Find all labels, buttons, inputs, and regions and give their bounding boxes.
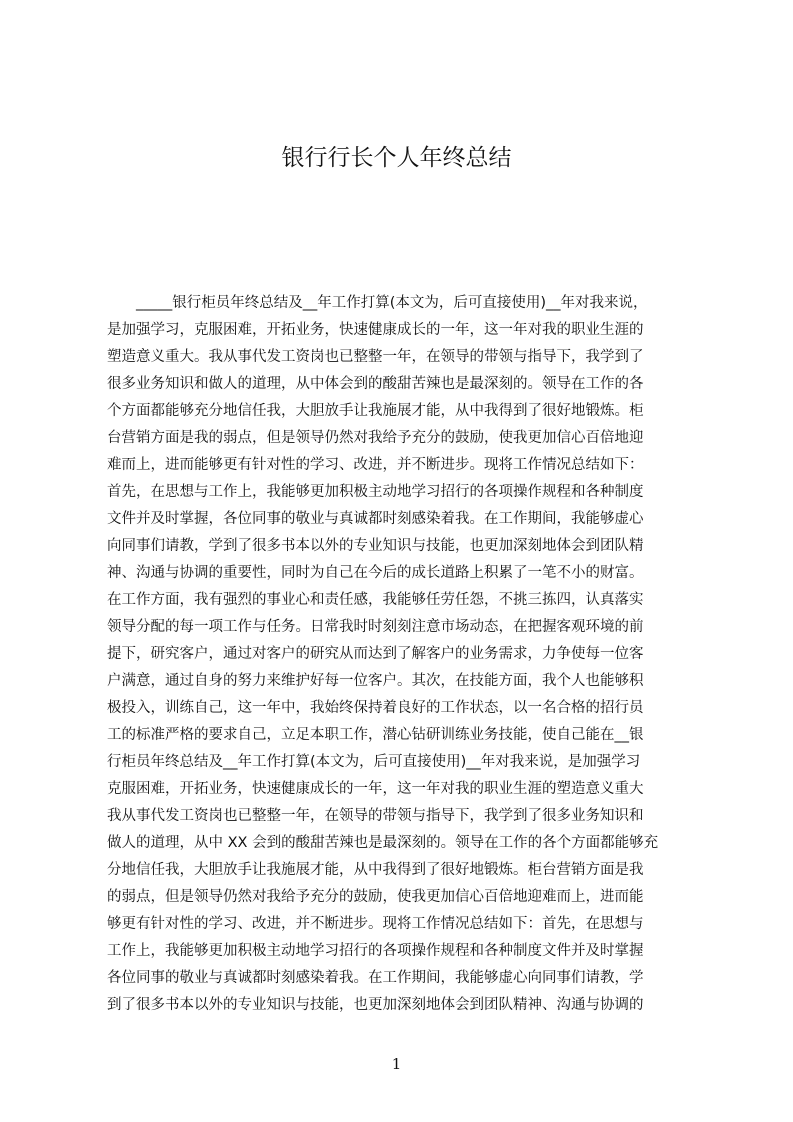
text-line: 难而上，进而能够更有针对性的学习、改进，并不断进步。现将工作情况总结如下： <box>107 457 644 473</box>
text-line: 做人的道理，从中 XX 会到的酸甜苦辣也是最深刻的。领导在工作的各个方面都能够充 <box>107 835 659 851</box>
text-line: 克服困难，开拓业务，快速健康成长的一年，这一年对我的职业生涯的塑造意义重大 <box>107 781 644 797</box>
text-line: 首先，在思想与工作上，我能够更加积极主动地学习招行的各项操作规程和各种制度 <box>107 484 644 500</box>
text-line: 到了很多书本以外的专业知识与技能，也更加深刻地体会到团队精神、沟通与协调的 <box>107 997 644 1013</box>
text-line: 行柜员年终总结及__年工作打算(本文为，后可直接使用)__年对我来说，是加强学习 <box>107 754 641 770</box>
text-line: 各位同事的敬业与真诚都时刻感染着我。在工作期间，我能够虚心向同事们请教，学 <box>107 970 644 986</box>
text-line: 户满意，通过自身的努力来维护好每一位客户。其次，在技能方面，我个人也能够积 <box>107 673 644 689</box>
text-line: 的弱点，但是领导仍然对我给予充分的鼓励，使我更加信心百倍地迎难而上，进而能 <box>107 889 644 905</box>
text-line: 塑造意义重大。我从事代发工资岗也已整整一年，在领导的带领与指导下，我学到了 <box>107 349 644 365</box>
body-text <box>107 290 697 1050</box>
text-line: 文件并及时掌握，各位同事的敬业与真诚都时刻感染着我。在工作期间，我能够虚心 <box>107 511 644 527</box>
document-title: 银行行长个人年终总结 <box>281 145 512 171</box>
text-line: 神、沟通与协调的重要性，同时为自己在今后的成长道路上积累了一笔不小的财富。 <box>107 565 644 581</box>
text-line: _____银行柜员年终总结及__年工作打算(本文为，后可直接使用)__年对我来说， <box>107 295 648 311</box>
text-line: 很多业务知识和做人的道理，从中体会到的酸甜苦辣也是最深刻的。领导在工作的各 <box>107 376 644 392</box>
text-line: 个方面都能够充分地信任我，大胆放手让我施展才能，从中我得到了很好地锻炼。柜 <box>107 403 644 419</box>
text-line: 工的标准严格的要求自己，立足本职工作，潜心钻研训练业务技能，使自己能在__银 <box>107 727 644 743</box>
text-line: 提下，研究客户，通过对客户的研究从而达到了解客户的业务需求，力争使每一位客 <box>107 646 644 662</box>
text-line: 在工作方面，我有强烈的事业心和责任感，我能够任劳任怨，不挑三拣四，认真落实 <box>107 592 644 608</box>
text-line: 工作上，我能够更加积极主动地学习招行的各项操作规程和各种制度文件并及时掌握 <box>107 943 644 959</box>
text-line: 分地信任我，大胆放手让我施展才能，从中我得到了很好地锻炼。柜台营销方面是我 <box>107 862 644 878</box>
text-line: 台营销方面是我的弱点，但是领导仍然对我给予充分的鼓励，使我更加信心百倍地迎 <box>107 430 644 446</box>
text-line: 领导分配的每一项工作与任务。日常我时时刻刻注意市场动态，在把握客观环境的前 <box>107 619 644 635</box>
page-number: 1 <box>391 1055 402 1073</box>
text-line: 向同事们请教，学到了很多书本以外的专业知识与技能，也更加深刻地体会到团队精 <box>107 538 644 554</box>
text-line: 是加强学习，克服困难，开拓业务，快速健康成长的一年，这一年对我的职业生涯的 <box>107 322 644 338</box>
text-line: 我从事代发工资岗也已整整一年，在领导的带领与指导下，我学到了很多业务知识和 <box>107 808 644 824</box>
text-line: 极投入，训练自己，这一年中，我始终保持着良好的工作状态，以一名合格的招行员 <box>107 700 644 716</box>
text-line: 够更有针对性的学习、改进，并不断进步。现将工作情况总结如下：首先，在思想与 <box>107 916 644 932</box>
